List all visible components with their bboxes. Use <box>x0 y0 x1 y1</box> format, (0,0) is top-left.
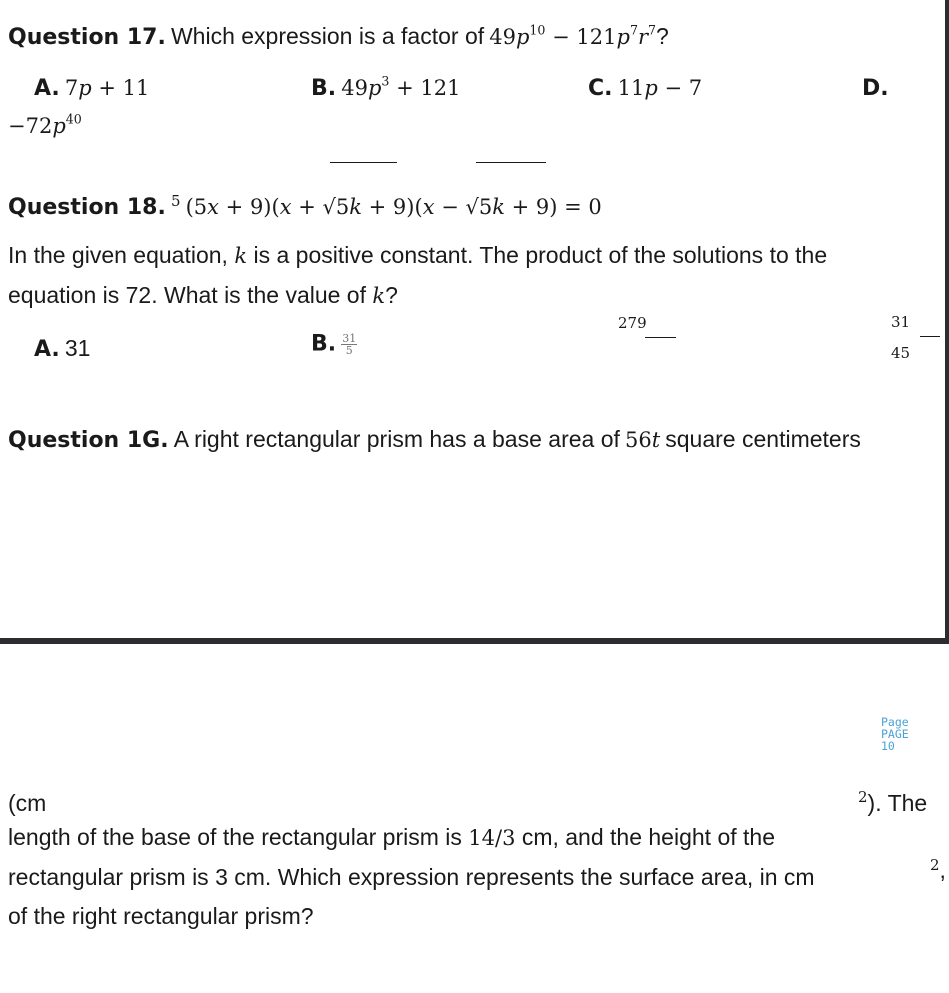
option-expression: $49p^3 + 121$ <box>341 73 461 100</box>
answer-blank <box>330 162 397 163</box>
answer-blank <box>920 336 940 337</box>
question-18-body-line1: In the given equation, k is a positive constant. The product of the solutions to the <box>8 242 828 268</box>
option-letter: A. <box>34 337 60 362</box>
question-19-label: Question 1G. <box>8 428 169 453</box>
question-18-body-line2: equation is 72. What is the value of k? <box>8 282 398 308</box>
continuation-line4: of the right rectangular prism? <box>8 903 314 929</box>
option-expression: 7p + 11 <box>64 76 150 100</box>
option-value: 31 <box>64 335 91 361</box>
continuation-cm: (cm <box>8 790 47 816</box>
stray-superscript: 5 <box>170 192 181 210</box>
question-17-prompt: Question 17. Which expression is a factor of $49p^{10} - 121p^7r^7$? <box>8 22 669 50</box>
q17-option-b[interactable] <box>311 73 461 101</box>
option-letter: D. <box>862 76 889 101</box>
q18-d-numerator: 31 <box>891 313 911 331</box>
q18-c-fragment: 279 <box>618 314 647 332</box>
option-fraction: $\frac{31}{5}$ <box>342 332 357 357</box>
q18-option-a[interactable] <box>34 337 90 361</box>
question-18-equation: (5x + 9)(x + √5k + 9)(x − √5k + 9) = 0 <box>185 195 602 219</box>
q18-d-denominator: 45 <box>891 344 911 362</box>
question-18-prompt <box>8 194 602 219</box>
q18-option-b[interactable] <box>311 333 357 356</box>
continuation-line3: rectangular prism is 3 cm. Which expression represents the surface area, in cm <box>8 864 815 890</box>
q17-option-a[interactable] <box>34 78 149 100</box>
page-break-divider <box>0 638 949 644</box>
page-number-watermark: Page PAGE 10 <box>881 715 909 753</box>
question-17-text: Which expression is a factor of <box>170 23 485 49</box>
q17-option-d-expression: $-72p^{40}$ <box>8 111 82 138</box>
page-border-right <box>945 0 949 640</box>
question-19-prompt: Question 1G. A right rectangular prism has a base area of 56t square centimeters <box>8 426 861 453</box>
q17-option-d[interactable] <box>862 78 889 100</box>
continuation-line2: length of the base of the rectangular prism is 14/3 cm, and the height of the <box>8 824 775 850</box>
option-letter: B. <box>311 76 337 101</box>
question-17-label: Question 17. <box>8 25 166 50</box>
answer-blank <box>645 337 676 338</box>
option-letter: C. <box>588 76 613 101</box>
question-17-expression: $49p^{10} - 121p^7r^7$ <box>489 22 657 49</box>
continuation-the: $^2$). The <box>858 788 928 816</box>
option-letter: B. <box>311 331 337 357</box>
question-18-label: Question 18. <box>8 195 166 220</box>
continuation-line3-tail: 2, <box>930 856 946 883</box>
q17-option-c[interactable] <box>588 78 702 100</box>
base-area-expression: 56t <box>624 428 661 452</box>
answer-blank <box>476 162 546 163</box>
option-letter: A. <box>34 76 60 101</box>
option-expression: 11p − 7 <box>617 76 703 100</box>
